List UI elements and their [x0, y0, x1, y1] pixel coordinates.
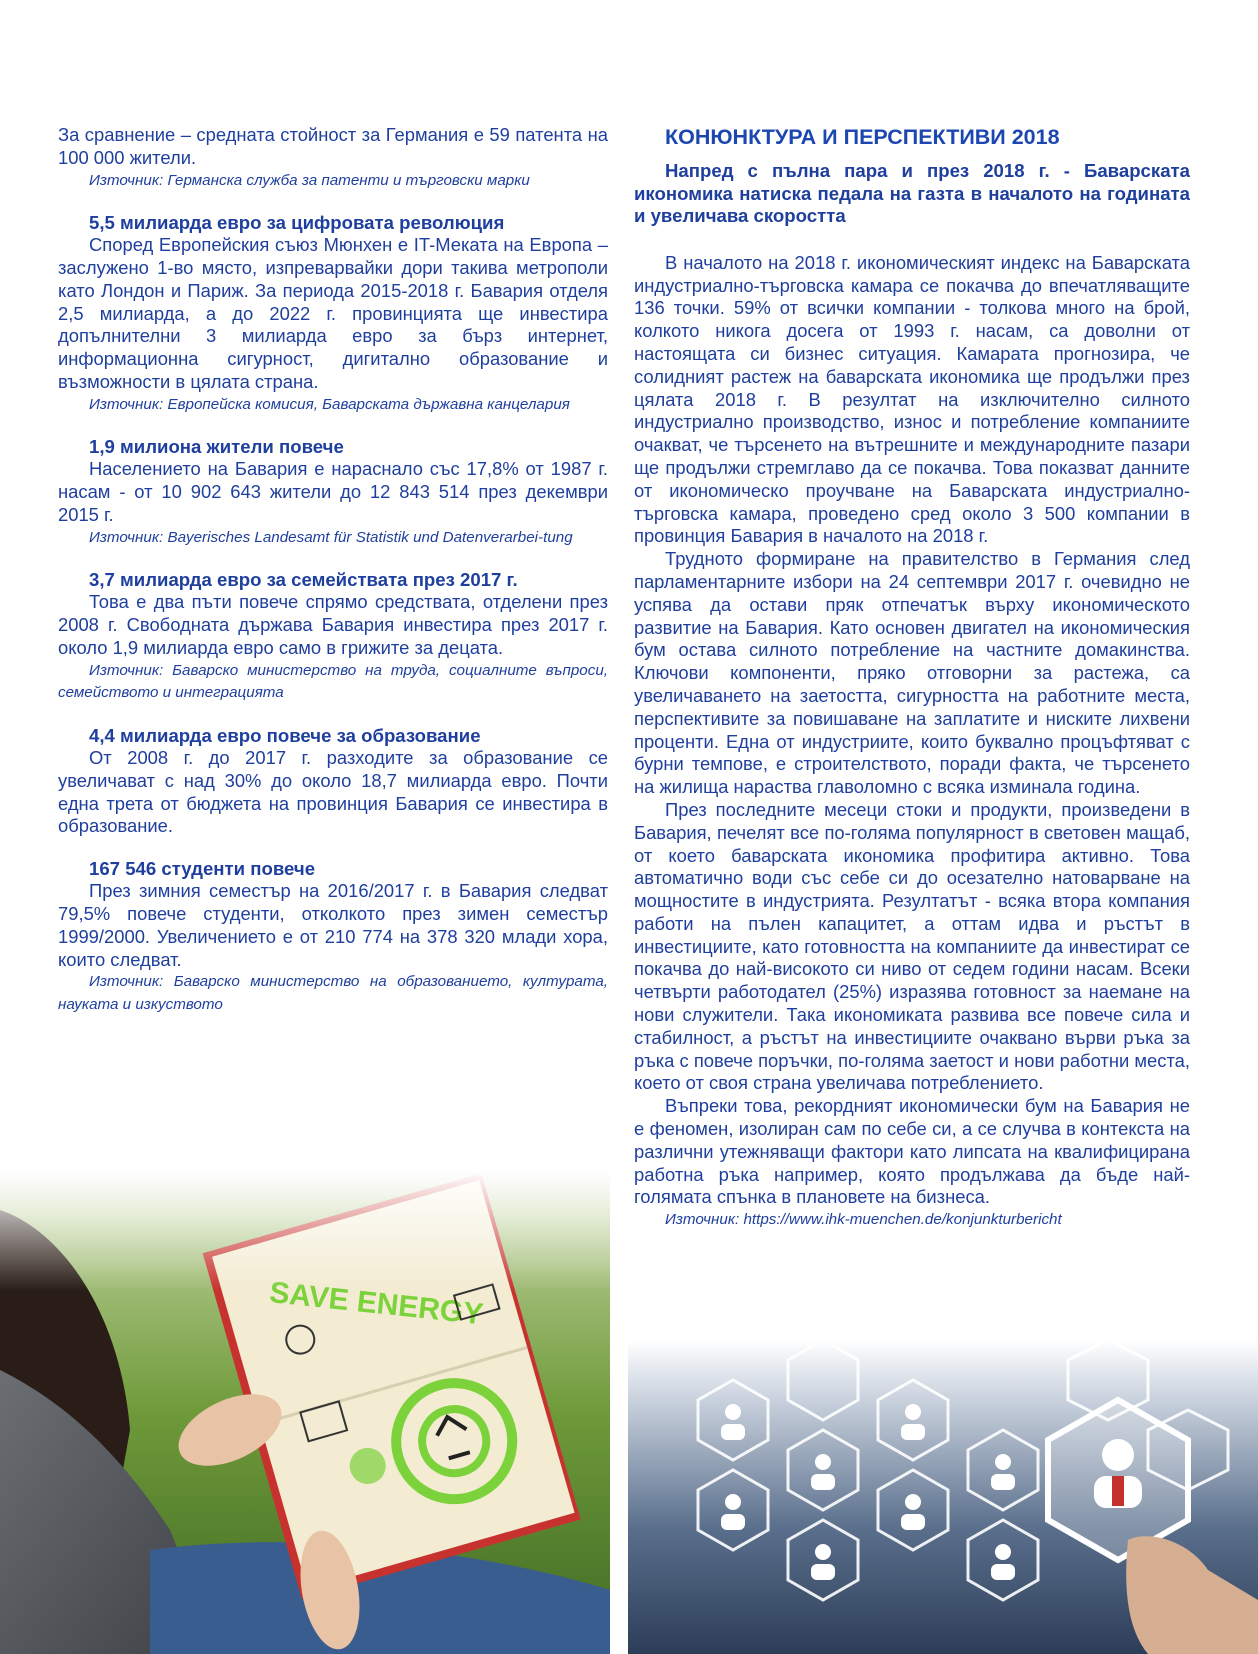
save-energy-photo [0, 1170, 610, 1654]
article-source: Източник: https://www.ihk-muenchen.de/konjunkturbericht [665, 1211, 1062, 1229]
section-text: От 2008 г. до 2017 г. разходите за образование се увеличават с над 30% до около 18,7 милиарда евро. Почти една трета от бюджета на провинция Бавария се инвестира в образование. [58, 746, 608, 837]
section-heading: 1,9 милиона жители повече [89, 436, 344, 458]
section-text: Населението на Бавария е нараснало със 17,8% от 1987 г. насам - от 10 902 643 жители до 12 843 514 през декември 2015 г. [58, 458, 608, 525]
section-heading: 5,5 милиарда евро за цифровата революция [89, 212, 505, 234]
article-paragraph: Трудното формиране на правителство в Германия след парламентарните избори на 24 септември 2017 г. очевидно не успява да остави пряк отпечатък върху икономическото развитие на Бавария. Като основен двигател на икономическия бум остава силното потребление на частните домакинства. Ключови компоненти, пряко отговорни за растежа, са увеличаването на заетостта, сигурността на работните места, перспективите за повишаване на заплатите и ниските лихвени проценти. Една от индустриите, които буквално процъфтяват с бурни темпове, е строителството, поради факта, че търсенето на жилища нараства главоломно с всяка изминала година. [634, 548, 1190, 798]
section-text: Това е два пъти повече спрямо средствата, отделени през 2008 г. Свободната държава Бавария инвестира през 2017 г. около 1,9 милиарда евро само в грижите за децата. [58, 591, 608, 658]
article-paragraph: В началото на 2018 г. икономическият индекс на Баварската индустриално-търговска камара се покачва до впечатляващите 136 точки. 59% от всички компании - толкова много на брой, колкото никога досега от 1993 г. насам, са доволни от настоящата си бизнес ситуация. Камарата прогнозира, че солидният растеж на баварската икономика ще продължи през цялата 2018 г. В резултат на изключително силното индустриално производство, износ и потребление компаниите очакват, че търсенето на вътрешните и международните пазари ще продължи стремглаво да се покачва. Това показват данните от икономическо проучване на Баварската индустриално-търговска камара, проведено сред около 3 500 компании в провинция Бавария в началото на 2018 г. [634, 251, 1190, 547]
left-column [58, 124, 608, 1016]
article-lead: Напред с пълна пара и през 2018 г. - Баварската икономика натиска педала на газта в началото на годината и увеличава скоростта [634, 160, 1190, 227]
intro-text: За сравнение – средната стойност за Германия е 59 патента на 100 000 жители. [58, 124, 608, 168]
article-title: КОНЮНКТУРА И ПЕРСПЕКТИВИ 2018 [665, 125, 1060, 149]
section-text: През зимния семестър на 2016/2017 г. в Бавария следват 79,5% повече студенти, отколкото през зимен семестър 1999/2000. Увеличението е от 210 774 на 378 320 млади хора, които следват. [58, 880, 608, 970]
section-heading: 167 546 студенти повече [89, 858, 316, 880]
hexagon-network-photo [628, 1340, 1258, 1654]
intro-source: Източник: Германска служба за патенти и търговски марки [89, 171, 530, 189]
right-column [634, 124, 1190, 1232]
article-paragraph: Въпреки това, рекордният икономически бум на Бавария не е феномен, изолиран сам по себе си, а се случва в контекста на различни утежняващи фактори като липсата на квалифицирана работна ръка например, която продължава да бъде най-голямата спънка в плановете на бизнеса. [634, 1095, 1190, 1208]
article-paragraph: През последните месеци стоки и продукти, произведени в Бавария, печелят все по-голяма популярност в световен мащаб, от което баварската икономика профитира активно. Това автоматично води със себе си до осезателно натоварване на мощностите в индустрията. Резултатът - всяка втора компания работи на пълен капацитет, а оттам идва и ръстът в инвестициите, като готовността на компаниите да инвестират се покачва до най-високото си ниво от седем години насам. Всеки четвърти работодател (25%) изразява готовност за наемане на нови служители. Така икономиката развива все повече сила и стабилност, а ръстът на инвестициите очаквано върви ръка за ръка с повече поръчки, по-голяма заетост и нови работни места, което от своя страна увеличава потреблението. [634, 798, 1191, 1094]
section-source: Източник: Баварско министерство на образованието, културата, науката и изкуството [58, 973, 608, 1013]
section-heading: 4,4 милиарда евро повече за образование [89, 724, 481, 746]
section-heading: 3,7 милиарда евро за семействата през 2017 г. [89, 569, 518, 591]
section-source: Източник: Bayerisches Landesamt für Statistik und Datenverarbei-tung [89, 528, 573, 546]
section-text: Според Европейския съюз Мюнхен е IT-Меката на Европа – заслужено 1-во място, изпреварвайки дори такива метрополи като Лондон и Париж. За периода 2015-2018 г. Бавария отделя 2,5 милиарда, а до 2022 г. провинцията ще инвестира допълнителни 3 милиарда евро за бърз интернет, информационна сигурност, дигитално образование и възможности в цялата страна. [58, 234, 608, 392]
section-source: Източник: Баварско министерство на труда, социалните въпроси, семейството и интеграцията [58, 661, 608, 702]
section-source: Източник: Европейска комисия, Баварската държавна канцелария [89, 395, 570, 413]
